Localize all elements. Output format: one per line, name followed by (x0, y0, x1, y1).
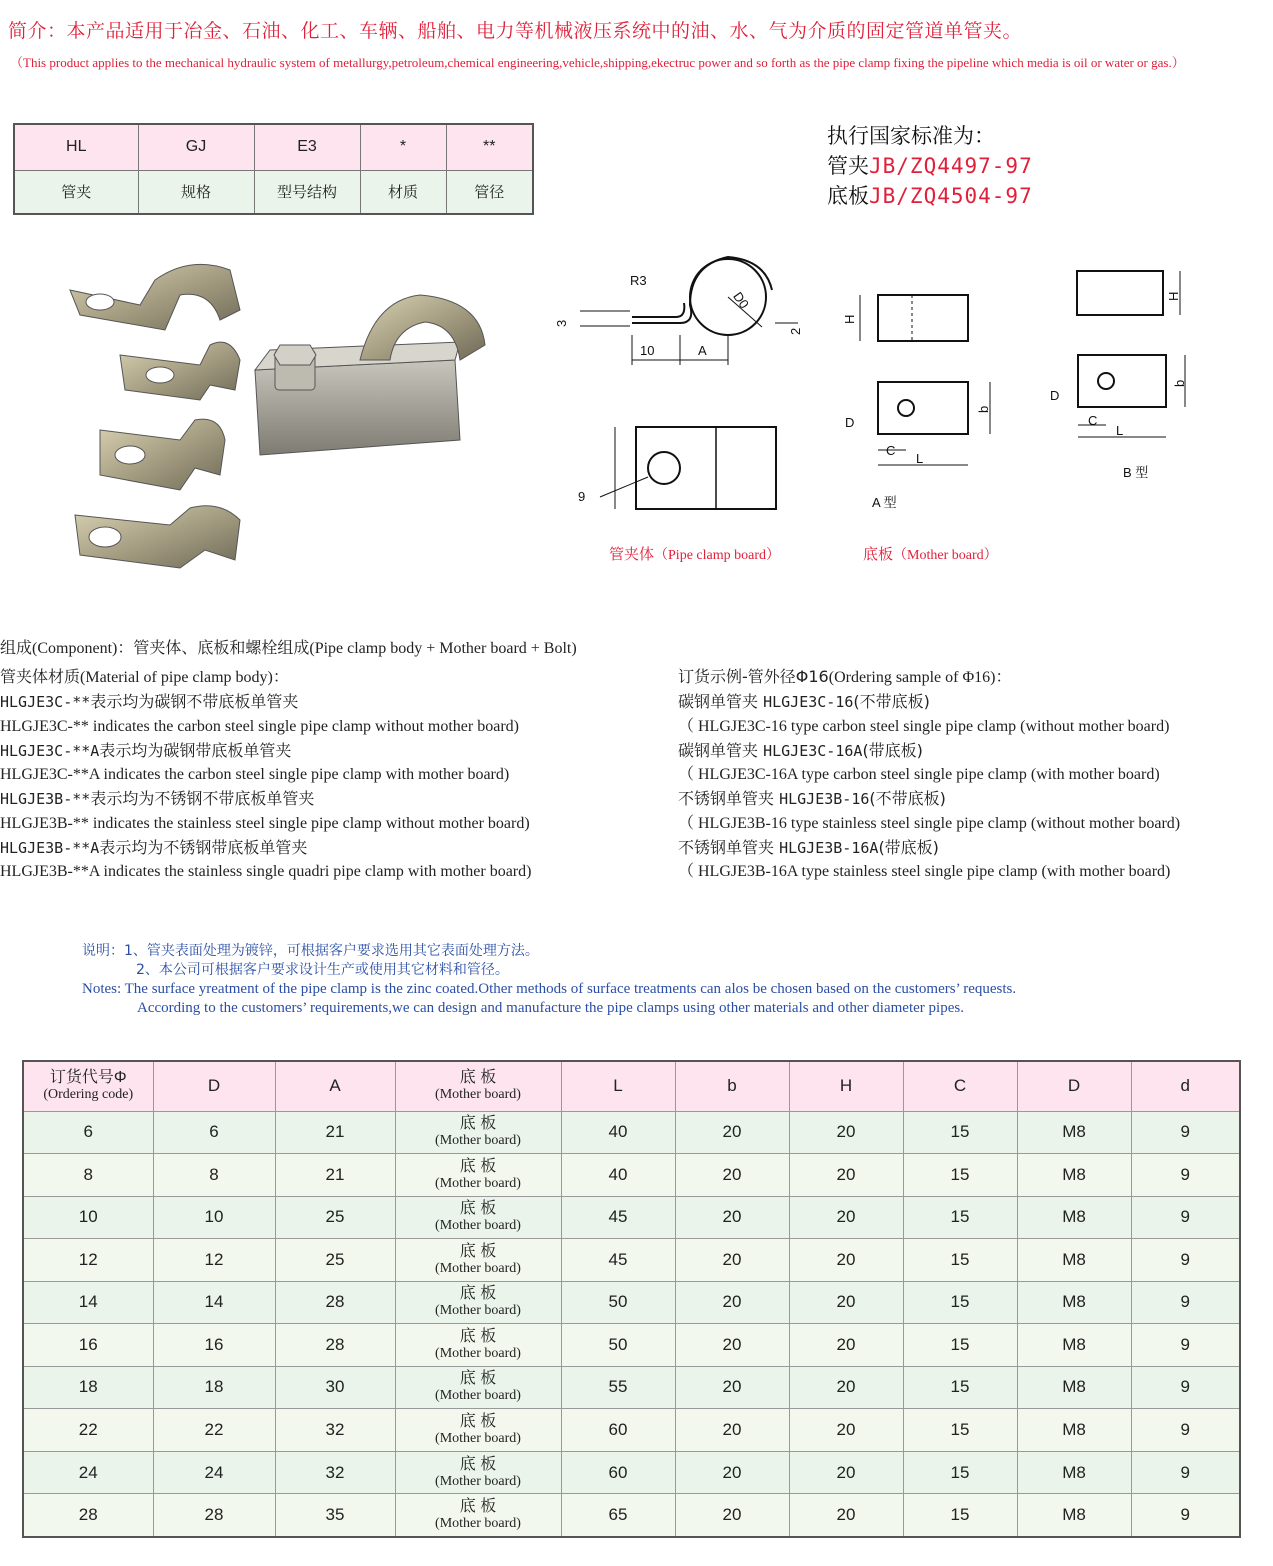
cell-d: 14 (153, 1281, 275, 1324)
cell-h: 20 (789, 1494, 903, 1537)
label-dim-3: 3 (554, 319, 569, 327)
header-d-bolt: D (1017, 1061, 1131, 1111)
cell-c: 15 (903, 1494, 1017, 1537)
clamp-piece (120, 342, 240, 400)
code-cell: ** (446, 124, 533, 170)
label-dim-10: 10 (640, 343, 655, 358)
cell-b: 20 (675, 1239, 789, 1282)
material-line: HLGJE3C-**表示均为碳钢不带底板单管夹 (0, 692, 299, 712)
code-cell: GJ (138, 124, 254, 170)
cell-l: 60 (561, 1409, 675, 1452)
cell-h: 20 (789, 1111, 903, 1154)
cell-code: 10 (23, 1196, 153, 1239)
cell-code: 8 (23, 1154, 153, 1197)
ordering-line-en: （ HLGJE3C-16 type carbon steel single pipe clamp (without mother board) (678, 717, 1170, 735)
clamp-piece (75, 506, 240, 568)
meaning-cell: 管径 (446, 170, 533, 214)
cell-d2: M8 (1017, 1281, 1131, 1324)
cell-a: 21 (275, 1154, 395, 1197)
cell-d: 16 (153, 1324, 275, 1367)
cell-c: 15 (903, 1196, 1017, 1239)
clamp-top-view (636, 427, 776, 509)
cell-d: 10 (153, 1196, 275, 1239)
material-line-en: HLGJE3B-**A indicates the stainless single quadri pipe clamp with mother board) (0, 863, 532, 881)
meaning-cell: 材质 (360, 170, 446, 214)
ordering-line-en: （ HLGJE3B-16A type stainless steel single pipe clamp (with mother board) (678, 863, 1171, 881)
material-line: HLGJE3B-**A表示均为不锈钢带底板单管夹 (0, 838, 308, 858)
cell-d: 9 (1131, 1281, 1240, 1324)
note-cn-1: 说明：1、管夹表面处理为镀锌，可根据客户要求选用其它表面处理方法。 (82, 943, 539, 959)
meaning-cell: 管夹 (14, 170, 138, 214)
label-dim-a: A (698, 343, 707, 358)
cell-d: 28 (153, 1494, 275, 1537)
label-b-b: b (1172, 379, 1187, 387)
national-standard (827, 121, 1033, 211)
note-en-2: According to the customers’ requirements,we can design and manufacture the pipe clamps using other materials and other diameter pipes. (137, 1000, 964, 1016)
material-line-en: HLGJE3C-**A indicates the carbon steel single pipe clamp with mother board) (0, 766, 510, 784)
cell-b: 20 (675, 1111, 789, 1154)
table-row (23, 1451, 1240, 1494)
cell-c: 15 (903, 1281, 1017, 1324)
cell-l: 50 (561, 1324, 675, 1367)
ordering-line: 不锈钢单管夹 HLGJE3B-16A(带底板) (678, 838, 939, 858)
material-line: HLGJE3C-**A表示均为碳钢带底板单管夹 (0, 740, 292, 760)
assembled-clamp (255, 295, 485, 455)
cell-c: 15 (903, 1239, 1017, 1282)
cell-code: 22 (23, 1409, 153, 1452)
cell-b: 20 (675, 1409, 789, 1452)
cell-l: 50 (561, 1281, 675, 1324)
header-d-small: d (1131, 1061, 1240, 1111)
cell-d2: M8 (1017, 1111, 1131, 1154)
standard-title: 执行国家标准为： (827, 124, 995, 148)
material-line-en: HLGJE3C-** indicates the carbon steel single pipe clamp without mother board) (0, 717, 519, 735)
cell-l: 45 (561, 1239, 675, 1282)
cell-d: 8 (153, 1154, 275, 1197)
cell-b: 20 (675, 1196, 789, 1239)
cell-d2: M8 (1017, 1239, 1131, 1282)
code-cell: E3 (254, 124, 360, 170)
cell-d2: M8 (1017, 1324, 1131, 1367)
code-cell: HL (14, 124, 138, 170)
cell-mother-board: 底 板 (Mother board) (395, 1111, 561, 1154)
cell-d: 9 (1131, 1239, 1240, 1282)
cell-h: 20 (789, 1366, 903, 1409)
cell-h: 20 (789, 1281, 903, 1324)
material-section (0, 665, 660, 885)
cell-b: 20 (675, 1281, 789, 1324)
cell-c: 15 (903, 1324, 1017, 1367)
cell-code: 16 (23, 1324, 153, 1367)
table-row (23, 1111, 1240, 1154)
label-c-b: C (1088, 413, 1098, 428)
label-c-a: C (886, 443, 896, 458)
table-row (23, 1239, 1240, 1282)
ordering-title: 订货示例-管外径Φ16(Ordering sample of Φ16)： (678, 667, 1012, 686)
ordering-line: 碳钢单管夹 HLGJE3C-16(不带底板) (678, 692, 930, 712)
header-ordering-code: 订货代号Φ (Ordering code) (23, 1061, 153, 1111)
ordering-section (678, 665, 1268, 885)
cell-a: 30 (275, 1366, 395, 1409)
table-header-row (23, 1061, 1240, 1111)
board-type-b (1077, 271, 1166, 407)
cell-b: 20 (675, 1366, 789, 1409)
caption-board: 底板（Mother board） (863, 545, 998, 563)
notes (82, 942, 1262, 1018)
label-h-b: H (1166, 291, 1181, 301)
table-row (23, 1281, 1240, 1324)
cell-c: 15 (903, 1111, 1017, 1154)
table-row (23, 1196, 1240, 1239)
cell-d2: M8 (1017, 1366, 1131, 1409)
label-d-b: D (1050, 388, 1060, 403)
cell-l: 60 (561, 1451, 675, 1494)
caption-clamp: 管夹体（Pipe clamp board） (609, 545, 780, 563)
cell-a: 32 (275, 1451, 395, 1494)
cell-l: 55 (561, 1366, 675, 1409)
cell-d2: M8 (1017, 1196, 1131, 1239)
label-b-a: b (976, 405, 991, 413)
header-b: b (675, 1061, 789, 1111)
label-dim-2: 2 (788, 327, 803, 335)
cell-mother-board: 底 板 (Mother board) (395, 1409, 561, 1452)
board-type-a (878, 295, 968, 434)
cell-l: 40 (561, 1154, 675, 1197)
cell-d: 9 (1131, 1154, 1240, 1197)
table-row (23, 1324, 1240, 1367)
cell-mother-board: 底 板 (Mother board) (395, 1451, 561, 1494)
spec-table (22, 1060, 1241, 1538)
material-line-en: HLGJE3B-** indicates the stainless steel single pipe clamp without mother board) (0, 814, 530, 832)
cell-d: 9 (1131, 1451, 1240, 1494)
cell-d2: M8 (1017, 1154, 1131, 1197)
cell-h: 20 (789, 1154, 903, 1197)
clamp-piece (100, 419, 225, 490)
cell-d: 9 (1131, 1196, 1240, 1239)
cell-d: 22 (153, 1409, 275, 1452)
table-row (23, 1154, 1240, 1197)
header-l: L (561, 1061, 675, 1111)
cell-mother-board: 底 板 (Mother board) (395, 1196, 561, 1239)
cell-b: 20 (675, 1494, 789, 1537)
cell-mother-board: 底 板 (Mother board) (395, 1324, 561, 1367)
cell-b: 20 (675, 1324, 789, 1367)
label-type-b: B 型 (1123, 465, 1149, 480)
cell-d2: M8 (1017, 1409, 1131, 1452)
cell-l: 40 (561, 1111, 675, 1154)
cell-a: 28 (275, 1281, 395, 1324)
cell-c: 15 (903, 1409, 1017, 1452)
cell-d: 9 (1131, 1111, 1240, 1154)
code-cell: * (360, 124, 446, 170)
header-mother-board: 底 板 (Mother board) (395, 1061, 561, 1111)
cell-b: 20 (675, 1451, 789, 1494)
material-title: 管夹体材质(Material of pipe clamp body)： (0, 667, 289, 686)
cell-h: 20 (789, 1239, 903, 1282)
cell-d: 18 (153, 1366, 275, 1409)
cell-mother-board: 底 板 (Mother board) (395, 1154, 561, 1197)
ordering-line-en: （ HLGJE3C-16A type carbon steel single pipe clamp (with mother board) (678, 766, 1160, 784)
table-row (23, 1409, 1240, 1452)
cell-h: 20 (789, 1451, 903, 1494)
label-d0: D0 (730, 289, 752, 312)
cell-a: 25 (275, 1196, 395, 1239)
label-l-b: L (1116, 423, 1124, 438)
clamp-side-view (632, 257, 772, 335)
cell-mother-board: 底 板 (Mother board) (395, 1281, 561, 1324)
meaning-cell: 规格 (138, 170, 254, 214)
cell-d: 24 (153, 1451, 275, 1494)
header-d: D (153, 1061, 275, 1111)
cell-d: 9 (1131, 1494, 1240, 1537)
cell-mother-board: 底 板 (Mother board) (395, 1239, 561, 1282)
meaning-cell: 型号结构 (254, 170, 360, 214)
model-code-table (13, 123, 534, 215)
cell-code: 14 (23, 1281, 153, 1324)
cell-code: 28 (23, 1494, 153, 1537)
cell-d: 6 (153, 1111, 275, 1154)
cell-a: 25 (275, 1239, 395, 1282)
cell-d: 9 (1131, 1409, 1240, 1452)
cell-code: 6 (23, 1111, 153, 1154)
label-h-a: H (842, 314, 857, 324)
label-dim-9: 9 (578, 489, 586, 504)
cell-c: 15 (903, 1366, 1017, 1409)
ordering-line-en: （ HLGJE3B-16 type stainless steel single pipe clamp (without mother board) (678, 814, 1181, 832)
cell-h: 20 (789, 1324, 903, 1367)
cell-h: 20 (789, 1196, 903, 1239)
cell-d2: M8 (1017, 1451, 1131, 1494)
cell-code: 18 (23, 1366, 153, 1409)
cell-code: 24 (23, 1451, 153, 1494)
cell-code: 12 (23, 1239, 153, 1282)
header-c: C (903, 1061, 1017, 1111)
cell-d: 12 (153, 1239, 275, 1282)
table-row (23, 1366, 1240, 1409)
cell-d2: M8 (1017, 1494, 1131, 1537)
cell-b: 20 (675, 1154, 789, 1197)
cell-a: 35 (275, 1494, 395, 1537)
clamp-piece (70, 264, 240, 330)
component-line: 组成(Component)：管夹体、底板和螺栓组成(Pipe clamp body + Mother board + Bolt) (0, 638, 577, 657)
intro-chinese: 简介：本产品适用于冶金、石油、化工、车辆、船舶、电力等机械液压系统中的油、水、气为介质的固定管道单管夹。 (8, 20, 1023, 42)
cell-h: 20 (789, 1409, 903, 1452)
label-type-a: A 型 (872, 495, 897, 510)
cell-l: 65 (561, 1494, 675, 1537)
product-photo (60, 250, 520, 570)
standard-board: 底板JB/ZQ4504-97 (827, 184, 1033, 208)
cell-d: 9 (1131, 1324, 1240, 1367)
technical-drawings (540, 245, 1240, 575)
cell-a: 32 (275, 1409, 395, 1452)
note-cn-2: 2、本公司可根据客户要求设计生产或使用其它材料和管径。 (136, 962, 509, 978)
cell-a: 21 (275, 1111, 395, 1154)
label-r3: R3 (630, 273, 647, 288)
standard-clamp: 管夹JB/ZQ4497-97 (827, 154, 1033, 178)
label-d-a: D (845, 415, 855, 430)
cell-a: 28 (275, 1324, 395, 1367)
ordering-line: 不锈钢单管夹 HLGJE3B-16(不带底板) (678, 789, 946, 809)
cell-c: 15 (903, 1154, 1017, 1197)
cell-mother-board: 底 板 (Mother board) (395, 1366, 561, 1409)
table-row (23, 1494, 1240, 1537)
cell-l: 45 (561, 1196, 675, 1239)
intro-english: （This product applies to the mechanical hydraulic system of metallurgy,petroleum,chemical engineering,vehicle,shipping,ekectruc power and so forth as the pipe clamp fixing the pipeline which media is oil or water or gas.） (10, 55, 1185, 70)
label-l-a: L (916, 451, 924, 466)
ordering-line: 碳钢单管夹 HLGJE3C-16A(带底板) (678, 740, 923, 760)
header-a: A (275, 1061, 395, 1111)
note-en-1: Notes: The surface yreatment of the pipe clamp is the zinc coated.Other methods of surface treatments can alos be chosen based on the customers’ requests. (82, 981, 1017, 997)
cell-c: 15 (903, 1451, 1017, 1494)
cell-d: 9 (1131, 1366, 1240, 1409)
cell-mother-board: 底 板 (Mother board) (395, 1494, 561, 1537)
header-h: H (789, 1061, 903, 1111)
material-line: HLGJE3B-**表示均为不锈钢不带底板单管夹 (0, 789, 315, 809)
